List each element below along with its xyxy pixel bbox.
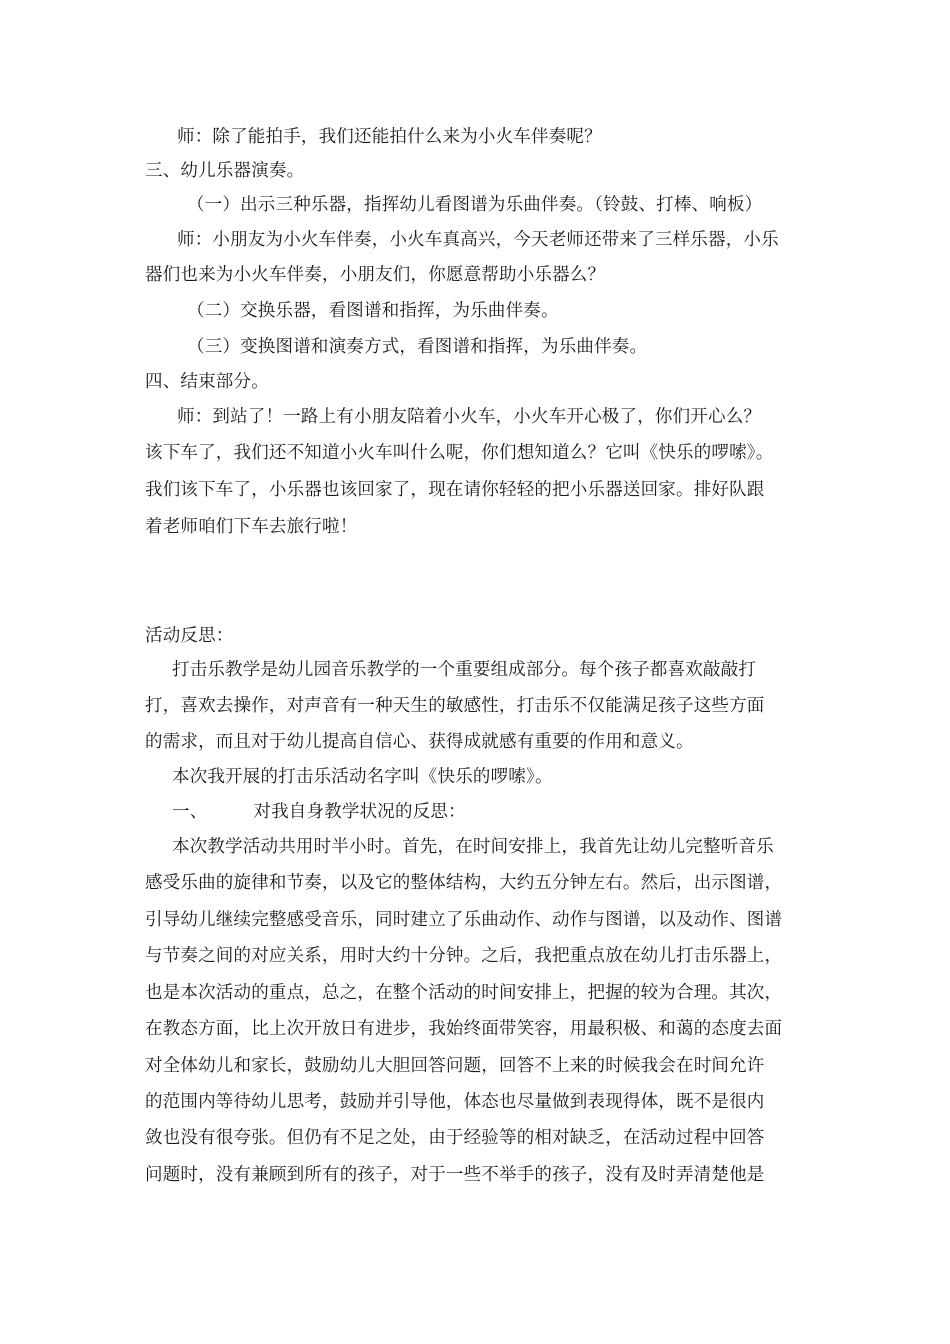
paragraph-line: （一）出示三种乐器，指挥幼儿看图谱为乐曲伴奏。（铃鼓、打棒、响板） <box>187 195 763 215</box>
numbered-heading <box>172 800 466 824</box>
paragraph-line: 也是本次活动的重点，总之，在整个活动的时间安排上，把握的较为合理。其次， <box>145 983 783 1003</box>
paragraph-line: 在教态方面，比上次开放日有进步，我始终面带笑容，用最积极、和蔼的态度去面 <box>145 1019 783 1039</box>
section-heading: 活动反思： <box>145 626 234 646</box>
paragraph-line: 本次我开展的打击乐活动名字叫《快乐的啰嗦》。 <box>172 767 553 787</box>
heading-number: 一、 <box>172 802 208 822</box>
paragraph-line: 与节奏之间的对应关系，用时大约十分钟。之后，我把重点放在幼儿打击乐器上， <box>145 946 783 966</box>
paragraph-line: 敛也没有很夸张。但仍有不足之处，由于经验等的相对缺乏，在活动过程中回答 <box>145 1128 765 1148</box>
paragraph-line: 对全体幼儿和家长，鼓励幼儿大胆回答问题，回答不上来的时候我会在时间允许 <box>145 1056 765 1076</box>
heading-text: 对我自身教学状况的反思： <box>253 802 466 822</box>
paragraph-line: 师：小朋友为小火车伴奏，小火车真高兴，今天老师还带来了三样乐器，小乐 <box>177 230 779 250</box>
paragraph-line: 我们该下车了，小乐器也该回家了，现在请你轻轻的把小乐器送回家。排好队跟 <box>145 480 765 500</box>
paragraph-line: 师：除了能拍手，我们还能拍什么来为小火车伴奏呢？ <box>177 127 602 147</box>
paragraph-line: 的需求，而且对于幼儿提高自信心、获得成就感有重要的作用和意义。 <box>145 732 694 752</box>
paragraph-line: 的范围内等待幼儿思考，鼓励并引导他，体态也尽量做到表现得体，既不是很内 <box>145 1092 765 1112</box>
section-heading: 四、结束部分。 <box>145 372 269 392</box>
paragraph-line: 感受乐曲的旋律和节奏，以及它的整体结构，大约五分钟左右。然后，出示图谱， <box>145 873 783 893</box>
paragraph-line: 器们也来为小火车伴奏，小朋友们，你愿意帮助小乐器么？ <box>145 265 606 285</box>
section-heading: 三、幼儿乐器演奏。 <box>145 161 305 181</box>
paragraph-line: 打，喜欢去操作，对声音有一种天生的敏感性，打击乐不仅能满足孩子这些方面 <box>145 696 765 716</box>
paragraph-line: 引导幼儿继续完整感受音乐，同时建立了乐曲动作、动作与图谱，以及动作、图谱 <box>145 910 783 930</box>
paragraph-line: 打击乐教学是幼儿园音乐教学的一个重要组成部分。每个孩子都喜欢敲敲打 <box>172 660 757 680</box>
paragraph-line: 师：到站了！一路上有小朋友陪着小火车，小火车开心极了，你们开心么？ <box>177 407 762 427</box>
paragraph-line: 本次教学活动共用时半小时。首先，在时间安排上，我首先让幼儿完整听音乐 <box>172 837 774 857</box>
paragraph-line: 该下车了，我们还不知道小火车叫什么呢，你们想知道么？它叫《快乐的啰嗦》。 <box>145 443 774 463</box>
paragraph-line: 问题时，没有兼顾到所有的孩子，对于一些不举手的孩子，没有及时弄清楚他是 <box>145 1165 765 1185</box>
paragraph-line: （三）变换图谱和演奏方式，看图谱和指挥，为乐曲伴奏。 <box>187 337 648 357</box>
paragraph-line: 着老师咱们下车去旅行啦！ <box>145 517 358 537</box>
paragraph-line: （二）交换乐器，看图谱和指挥，为乐曲伴奏。 <box>187 301 559 321</box>
